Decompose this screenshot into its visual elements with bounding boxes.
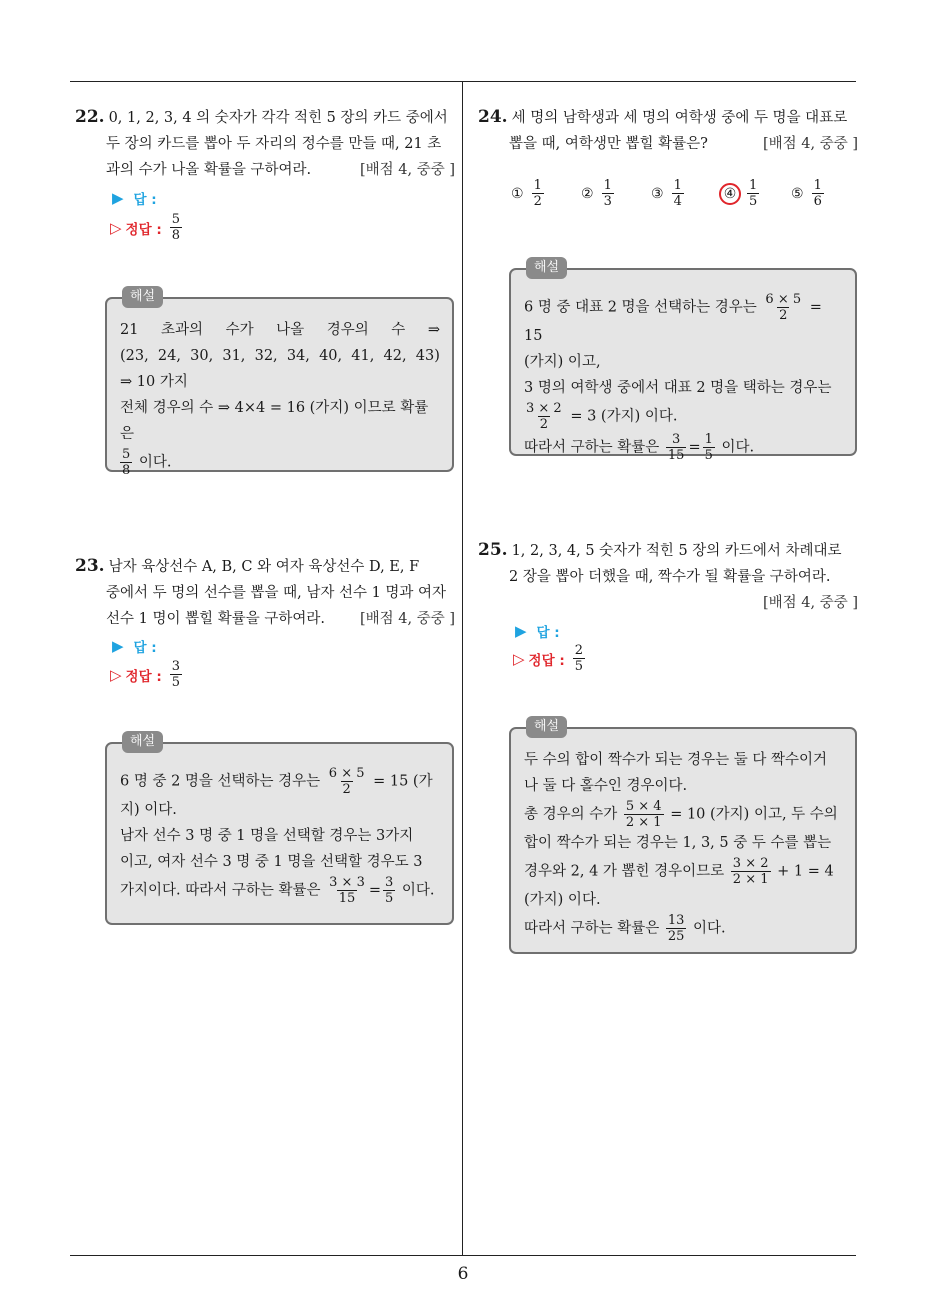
answer-triangle-icon: ▶	[515, 622, 527, 640]
answer-line	[112, 188, 157, 208]
word: 21	[120, 322, 139, 338]
numerator: 3 × 2	[732, 856, 769, 871]
choice-marker: ⑤	[791, 185, 804, 202]
fraction	[666, 432, 687, 463]
numerator: 3	[171, 659, 181, 674]
choice-marker: ②	[581, 185, 594, 202]
text: 경우와 2, 4 가 뽑힌 경우이므로	[524, 863, 725, 880]
choice-3[interactable]	[651, 178, 721, 209]
word: 40,	[319, 348, 343, 364]
denominator: 2 × 1	[732, 872, 769, 887]
fraction	[327, 766, 367, 797]
text: = 3 (가지) 이다.	[570, 408, 678, 425]
word: 41,	[351, 348, 375, 364]
solution-tag: 해설	[526, 716, 567, 738]
solution-line	[524, 913, 843, 944]
numerator: 5	[171, 212, 181, 227]
problem-23-line2: 중에서 두 명의 선수를 뽑을 때, 남자 선수 1 명과 여자	[106, 585, 447, 601]
text: 6 명 중 2 명을 선택하는 경우는	[120, 773, 321, 790]
solution-box-23	[105, 734, 454, 925]
score-meta: [배점 4, 중중 ]	[359, 162, 455, 178]
text: 총 경우의 수가	[524, 806, 618, 823]
numerator: 1	[533, 178, 542, 193]
solution-box-24	[509, 260, 857, 463]
problem-text: 남자 육상선수 A, B, C 와 여자 육상선수 D, E, F	[108, 559, 420, 575]
equals: =	[688, 439, 701, 456]
denominator: 5	[704, 448, 713, 463]
numerator: 1	[603, 178, 612, 193]
solution-tag: 해설	[122, 286, 163, 308]
solution-line: ⇒ 10 가지	[120, 374, 188, 390]
solution-line: 합이 짝수가 되는 경우는 1, 3, 5 중 두 수를 뽑는	[524, 835, 832, 851]
word: 24,	[157, 348, 181, 364]
word: 43)	[415, 348, 440, 364]
fraction	[624, 799, 664, 830]
word: 34,	[286, 348, 310, 364]
solution-line: 이고, 여자 선수 3 명 중 1 명을 선택할 경우도 3	[120, 854, 423, 870]
answer-triangle-icon: ▶	[112, 189, 124, 207]
correct-triangle-icon: ▷	[110, 218, 122, 237]
text: = 10 (가지) 이고, 두 수의	[670, 806, 838, 823]
answer-label: 답 :	[133, 192, 157, 208]
fraction	[672, 178, 684, 209]
solution-line	[120, 875, 440, 906]
solution-line: 전체 경우의 수 ⇒ 4×4 = 16 (가지) 이므로 확률은	[120, 400, 429, 442]
fraction	[327, 875, 367, 906]
word: ⇒	[427, 322, 440, 338]
correct-label: 정답 :	[125, 668, 162, 685]
problem-25	[478, 537, 858, 616]
choice-4-selected[interactable]	[721, 178, 791, 209]
correct-triangle-icon: ▷	[110, 665, 122, 684]
solution-box-25	[509, 719, 857, 954]
problem-25-line1	[478, 537, 858, 564]
problem-number: 24.	[478, 107, 508, 127]
solution-line	[524, 432, 843, 463]
text: 가지이다. 따라서 구하는 확률은	[120, 882, 321, 899]
numerator: 6 × 5	[328, 766, 365, 781]
answer-line	[112, 636, 157, 656]
fraction	[747, 178, 759, 209]
choice-2[interactable]	[581, 178, 651, 209]
word: 42,	[383, 348, 407, 364]
solution-line: (가지) 이고,	[524, 354, 601, 370]
fraction	[524, 401, 564, 432]
numerator: 1	[749, 178, 758, 193]
answer-fraction	[170, 212, 182, 243]
word: 31,	[222, 348, 246, 364]
problem-23-line3	[75, 606, 455, 632]
fraction	[120, 447, 132, 478]
numerator: 5 × 4	[625, 799, 662, 814]
choice-marker: ①	[511, 185, 524, 202]
problem-25-line3	[478, 590, 858, 616]
problem-25-line2: 2 장을 뽑아 더했을 때, 짝수가 될 확률을 구하여라.	[509, 569, 831, 585]
denominator: 6	[813, 194, 822, 209]
text: + 1 = 4	[777, 863, 834, 880]
solution-line: 남자 선수 3 명 중 1 명을 선택할 경우는 3가지	[120, 828, 414, 844]
denominator: 5	[385, 891, 394, 906]
numerator: 3	[385, 875, 394, 890]
text: 6 명 중 대표 2 명을 선택하는 경우는	[524, 299, 757, 316]
problem-23	[75, 553, 455, 632]
correct-answer-line	[110, 212, 184, 243]
denominator: 8	[171, 228, 181, 243]
problem-text: 뽑을 때, 여학생만 뽑힐 확률은?	[509, 136, 708, 152]
solution-line: 3 명의 여학생 중에서 대표 2 명을 택하는 경우는	[524, 380, 832, 396]
answer-label: 답 :	[536, 625, 560, 641]
page-number: 6	[457, 1264, 469, 1284]
top-rule	[70, 81, 856, 82]
score-meta: [배점 4, 중중 ]	[762, 595, 858, 611]
choice-1[interactable]	[511, 178, 581, 209]
denominator: 8	[122, 463, 131, 478]
problem-text: 세 명의 남학생과 세 명의 여학생 중에 두 명을 대표로	[511, 110, 848, 126]
text: 이다.	[721, 439, 755, 456]
text: = 15	[524, 299, 822, 344]
answer-fraction	[573, 643, 585, 674]
fraction	[703, 432, 715, 463]
correct-answer-line	[513, 643, 587, 674]
text: 따라서 구하는 확률은	[524, 439, 660, 456]
text: 이다.	[693, 920, 726, 937]
fraction	[602, 178, 614, 209]
solution-box-22	[105, 289, 454, 478]
word: 경우의	[326, 322, 369, 338]
denominator: 3	[603, 194, 612, 209]
solution-line	[120, 447, 440, 478]
numerator: 1	[673, 178, 682, 193]
fraction	[763, 292, 803, 323]
denominator: 2 × 1	[625, 815, 662, 830]
fraction	[731, 856, 771, 887]
denominator: 5	[574, 659, 584, 674]
answer-label: 답 :	[133, 640, 157, 656]
problem-22-line3	[75, 157, 455, 183]
fraction	[383, 875, 395, 906]
problem-23-line1	[75, 553, 455, 580]
solution-line: (가지) 이다.	[524, 892, 601, 908]
word: 나올	[276, 322, 305, 338]
solution-line: 나 둘 다 홀수인 경우이다.	[524, 778, 688, 794]
correct-label: 정답 :	[528, 652, 565, 669]
word: (23,	[120, 348, 149, 364]
numerator: 2	[574, 643, 584, 658]
solution-line	[524, 292, 843, 349]
problem-24-line1	[478, 104, 858, 131]
problem-number: 22.	[75, 107, 105, 127]
solution-line	[524, 799, 843, 830]
problem-22-line2: 두 장의 카드를 뽑아 두 자리의 정수를 만들 때, 21 초	[106, 136, 442, 152]
numerator: 1	[813, 178, 822, 193]
score-meta: [배점 4, 중중 ]	[359, 611, 455, 627]
answer-line	[515, 621, 560, 641]
denominator: 2	[342, 782, 351, 797]
denominator: 15	[338, 891, 356, 906]
answer-fraction	[170, 659, 182, 690]
solution-line	[524, 401, 843, 432]
numerator: 1	[704, 432, 713, 447]
problem-text: 선수 1 명이 뽑힐 확률을 구하여라.	[106, 611, 325, 627]
numerator: 3	[672, 432, 681, 447]
denominator: 25	[667, 929, 685, 944]
fraction	[812, 178, 824, 209]
solution-line	[120, 766, 440, 797]
text: 따라서 구하는 확률은	[524, 920, 660, 937]
denominator: 15	[667, 448, 685, 463]
problem-22-line1	[75, 104, 455, 131]
text: 이다.	[138, 454, 172, 471]
numerator: 5	[122, 447, 131, 462]
problem-text: 과의 수가 나올 확률을 구하여라.	[106, 162, 312, 178]
equals: =	[368, 882, 381, 899]
correct-answer-line	[110, 659, 184, 690]
denominator: 5	[749, 194, 758, 209]
numerator: 6 × 5	[765, 292, 802, 307]
choice-5[interactable]	[791, 178, 861, 209]
text: 이다.	[401, 882, 435, 899]
fraction	[532, 178, 544, 209]
choice-marker: ③	[651, 185, 664, 202]
numerator: 3 × 2	[526, 401, 562, 416]
denominator: 2	[779, 308, 788, 323]
answer-triangle-icon: ▶	[112, 637, 124, 655]
score-meta: [배점 4, 중중 ]	[762, 136, 858, 152]
problem-number: 25.	[478, 540, 508, 560]
word: 수가	[225, 322, 254, 338]
solution-tag: 해설	[122, 731, 163, 753]
solution-line	[120, 317, 440, 343]
bottom-rule	[70, 1255, 856, 1256]
denominator: 5	[171, 675, 181, 690]
solution-line	[524, 856, 843, 887]
solution-line: 지) 이다.	[120, 802, 177, 818]
solution-line: 두 수의 합이 짝수가 되는 경우는 둘 다 짝수이거	[524, 752, 828, 768]
denominator: 2	[539, 417, 548, 432]
correct-triangle-icon: ▷	[513, 649, 525, 668]
problem-24-line2	[478, 131, 858, 157]
text: = 15 (가	[373, 773, 433, 790]
problem-24	[478, 104, 858, 157]
selected-circle-icon: ④	[719, 183, 741, 205]
word: 30,	[190, 348, 214, 364]
fraction	[666, 913, 687, 944]
problem-text: 1, 2, 3, 4, 5 숫자가 적힌 5 장의 카드에서 차례대로	[511, 543, 842, 559]
problem-number: 23.	[75, 556, 105, 576]
word: 수	[391, 322, 406, 338]
choices	[511, 178, 861, 209]
correct-label: 정답 :	[125, 221, 162, 238]
word: 32,	[254, 348, 278, 364]
column-divider	[462, 81, 463, 1256]
numerator: 13	[667, 913, 685, 928]
denominator: 4	[673, 194, 682, 209]
problem-22	[75, 104, 455, 183]
problem-text: 0, 1, 2, 3, 4 의 숫자가 각각 적힌 5 장의 카드 중에서	[108, 110, 448, 126]
solution-line	[120, 343, 440, 369]
denominator: 2	[533, 194, 542, 209]
word: 초과의	[161, 322, 204, 338]
solution-tag: 해설	[526, 257, 567, 279]
numerator: 3 × 3	[329, 875, 365, 890]
